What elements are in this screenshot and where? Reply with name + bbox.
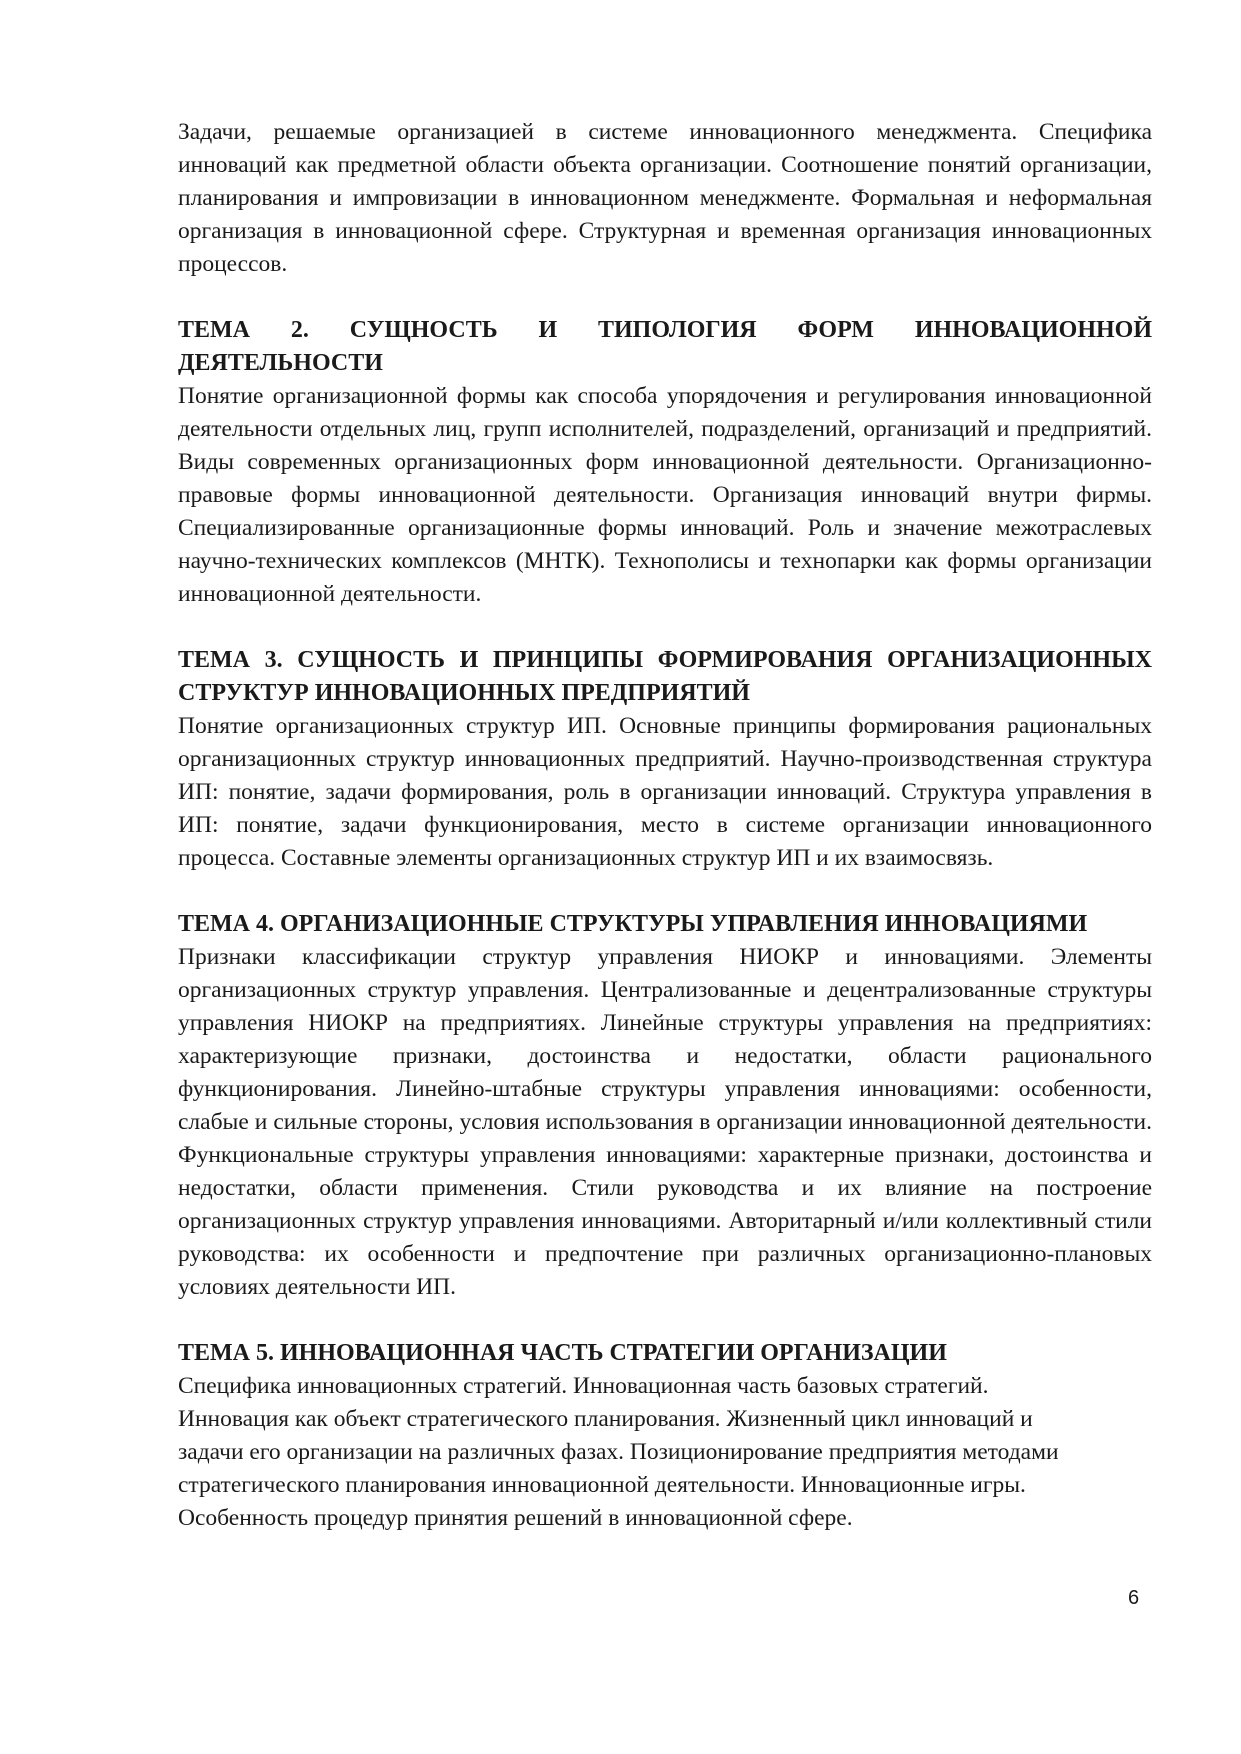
intro-paragraph: Задачи, решаемые организацией в системе инновационного менеджмента. Специфика инноваций как предметной области объекта организации. Соотношение понятий организации, планирования и импровизации в инновационном менеджменте. Формальная и неформальная организация в инновационной сфере. Структурная и временная организация инновационных процессов.: [178, 119, 1152, 277]
topic-5-body-line: задачи его организации на различных фазах. Позиционирование предприятия методами: [178, 1439, 1059, 1465]
topic-5-body-line: Специфика инновационных стратегий. Инновационная часть базовых стратегий.: [178, 1373, 989, 1399]
topic-5-section: [178, 1337, 1152, 1535]
topic-2-heading: ТЕМА 2. СУЩНОСТЬ И ТИПОЛОГИЯ ФОРМ ИННОВАЦИОННОЙ ДЕЯТЕЛЬНОСТИ: [178, 317, 1152, 376]
topic-5-body-line: стратегического планирования инновационной деятельности. Инновационные игры.: [178, 1472, 1026, 1498]
topic-2-section: [178, 314, 1152, 611]
topic-4-heading: ТЕМА 4. ОРГАНИЗАЦИОННЫЕ СТРУКТУРЫ УПРАВЛЕНИЯ ИННОВАЦИЯМИ: [178, 911, 1088, 937]
topic-3-section: [178, 644, 1152, 875]
topic-5-heading: ТЕМА 5. ИННОВАЦИОННАЯ ЧАСТЬ СТРАТЕГИИ ОРГАНИЗАЦИИ: [178, 1340, 947, 1366]
topic-3-heading: ТЕМА 3. СУЩНОСТЬ И ПРИНЦИПЫ ФОРМИРОВАНИЯ ОРГАНИЗАЦИОННЫХ СТРУКТУР ИННОВАЦИОННЫХ ПРЕДПРИЯТИЙ: [178, 647, 1152, 706]
topic-2-body: Понятие организационной формы как способа упорядочения и регулирования инновационной деятельности отдельных лиц, групп исполнителей, подразделений, организаций и предприятий. Виды современных организационных форм инновационной деятельности. Организационно-правовые формы инновационной деятельности. Организация инноваций внутри фирмы. Специализированные организационные формы инноваций. Роль и значение межотраслевых научно-технических комплексов (МНТК). Технополисы и технопарки как формы организации инновационной деятельности.: [178, 383, 1152, 607]
topic-4-section: [178, 908, 1152, 1304]
topic-5-body-line: Особенность процедур принятия решений в инновационной сфере.: [178, 1505, 853, 1531]
page-content: [178, 116, 1152, 1535]
topic-4-body: Признаки классификации структур управления НИОКР и инновациями. Элементы организационных структур управления. Централизованные и децентрализованные структуры управления НИОКР на предприятиях. Линейные структуры управления на предприятиях: характеризующие признаки, достоинства и недостатки, области рационального функционирования. Линейно-штабные структуры управления инновациями: особенности, слабые и сильные стороны, условия использования в организации инновационной деятельности. Функциональные структуры управления инновациями: характерные признаки, достоинства и недостатки, области применения. Стили руководства и их влияние на построение организационных структур управления инновациями. Авторитарный и/или коллективный стили руководства: их особенности и предпочтение при различных организационно-плановых условиях деятельности ИП.: [178, 944, 1152, 1300]
page-number: 6: [1128, 1587, 1140, 1609]
topic-5-body: [178, 1370, 1152, 1535]
topic-5-body-line: Инновация как объект стратегического планирования. Жизненный цикл инноваций и: [178, 1406, 1033, 1432]
topic-3-body: Понятие организационных структур ИП. Основные принципы формирования рациональных организационных структур инновационных предприятий. Научно-производственная структура ИП: понятие, задачи формирования, роль в организации инноваций. Структура управления в ИП: понятие, задачи функционирования, место в системе организации инновационного процесса. Составные элементы организационных структур ИП и их взаимосвязь.: [178, 713, 1152, 871]
